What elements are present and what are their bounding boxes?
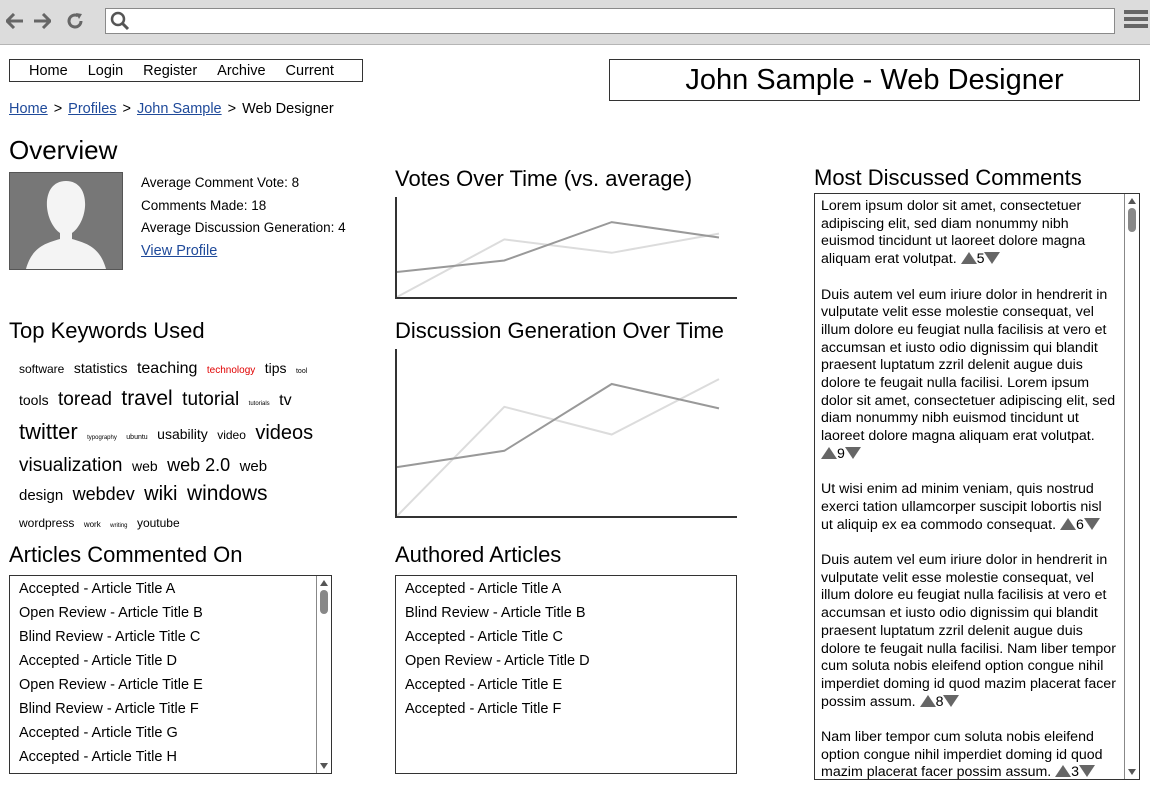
scroll-thumb[interactable] bbox=[1128, 208, 1136, 232]
list-item[interactable]: Accepted - Article Title G bbox=[19, 725, 178, 741]
vote-count: 8 bbox=[935, 693, 944, 710]
downvote-icon[interactable] bbox=[845, 447, 861, 459]
forward-arrow-icon[interactable] bbox=[31, 8, 53, 34]
downvote-icon[interactable] bbox=[1084, 518, 1100, 530]
chart-series-line bbox=[397, 234, 719, 297]
downvote-icon[interactable] bbox=[1079, 765, 1095, 777]
list-item[interactable]: Open Review - Article Title D bbox=[405, 653, 590, 669]
keyword-tag[interactable]: tips bbox=[264, 360, 287, 376]
breadcrumb-home[interactable]: Home bbox=[9, 101, 48, 117]
list-item[interactable]: Blind Review - Article Title B bbox=[405, 605, 586, 621]
comment-item bbox=[821, 198, 1117, 269]
authored-articles-list[interactable] bbox=[395, 575, 737, 774]
keyword-tag[interactable]: visualization bbox=[19, 455, 123, 476]
list-item[interactable]: Blind Review - Article Title F bbox=[19, 701, 199, 717]
articles-commented-heading: Articles Commented On bbox=[9, 542, 243, 567]
nav-archive[interactable]: Archive bbox=[217, 62, 266, 79]
keyword-tag[interactable]: statistics bbox=[73, 360, 128, 376]
keyword-tag[interactable]: usability bbox=[157, 426, 208, 442]
keyword-tag[interactable]: web bbox=[131, 458, 158, 474]
downvote-icon[interactable] bbox=[943, 695, 959, 707]
breadcrumb-profiles[interactable]: Profiles bbox=[68, 101, 117, 117]
breadcrumb-john-sample[interactable]: John Sample bbox=[136, 101, 222, 117]
comment-item bbox=[821, 481, 1117, 534]
comment-item bbox=[821, 287, 1117, 464]
keyword-tag[interactable]: technology bbox=[206, 365, 256, 376]
most-discussed-heading: Most Discussed Comments bbox=[814, 165, 1082, 190]
keyword-tag[interactable]: webdev bbox=[72, 484, 135, 504]
top-nav bbox=[9, 59, 363, 82]
chart-series-line bbox=[397, 379, 719, 516]
comment-text: Duis autem vel eum iriure dolor in hendrerit in vulputate velit esse molestie consequat, vel illum dolore eu feugiat nulla facilisis at vero et accumsan et iusto odio dignissim qui blandit praesent luptatum zzril delenit augue duis dolore te feugait nulla facilisi. Nam liber tempor cum soluta nobis eleifend option congue nihil imperdiet doming id quod mazim placerat facer possim assum. bbox=[821, 552, 1116, 710]
vote-count: 6 bbox=[1075, 516, 1084, 533]
view-profile-link[interactable]: View Profile bbox=[141, 242, 218, 259]
keyword-tag[interactable]: work bbox=[83, 520, 101, 529]
keyword-tag[interactable]: typography bbox=[87, 435, 117, 441]
vote-control bbox=[920, 694, 960, 710]
list-item[interactable]: Blind Review - Article Title C bbox=[19, 629, 201, 645]
upvote-icon[interactable] bbox=[920, 695, 936, 707]
keyword-tag[interactable]: wordpress bbox=[19, 516, 75, 530]
keyword-tag[interactable]: web 2.0 bbox=[167, 455, 231, 475]
keyword-tag[interactable]: ubuntu bbox=[126, 434, 148, 441]
vote-control bbox=[1055, 764, 1095, 780]
list-item[interactable]: Accepted - Article Title E bbox=[405, 677, 563, 693]
keyword-tag[interactable]: tutorial bbox=[182, 389, 240, 410]
list-item[interactable]: Open Review - Article Title B bbox=[19, 605, 203, 621]
downvote-icon[interactable] bbox=[984, 252, 1000, 264]
avg-comment-vote: Average Comment Vote: 8 bbox=[141, 175, 300, 190]
list-item[interactable]: Accepted - Article Title C bbox=[405, 629, 563, 645]
keyword-tag[interactable]: tv bbox=[279, 392, 292, 409]
keyword-tag[interactable]: tool bbox=[295, 368, 308, 375]
vote-control bbox=[1060, 517, 1100, 533]
most-discussed-comments-list[interactable] bbox=[814, 193, 1140, 780]
comment-text: Nam liber tempor cum soluta nobis eleifend option congue nihil imperdiet doming id quod mazim placerat facer possim assum. bbox=[821, 729, 1103, 780]
upvote-icon[interactable] bbox=[961, 252, 977, 264]
scroll-down-arrow-icon[interactable] bbox=[320, 763, 328, 769]
scroll-thumb[interactable] bbox=[320, 590, 328, 614]
nav-login[interactable]: Login bbox=[87, 62, 124, 79]
profile-stats bbox=[141, 172, 346, 262]
articles-commented-list[interactable] bbox=[9, 575, 332, 774]
keywords-heading: Top Keywords Used bbox=[9, 318, 205, 343]
scroll-up-arrow-icon[interactable] bbox=[320, 580, 328, 586]
vote-count: 9 bbox=[837, 445, 845, 462]
list-item[interactable]: Accepted - Article Title A bbox=[19, 581, 176, 597]
comment-text: Duis autem vel eum iriure dolor in hendrerit in vulputate velit esse molestie consequat, vel illum dolore eu feugiat nulla facilisis at vero et accumsan et iusto odio dignissim qui blandit praesent luptatum zzril delenit augue duis dolore te feugait nulla facilisi. Lorem ipsum dolor sit amet, consectetuer adipiscing elit, sed diam nonummy nibh euismod tincidunt ut laoreet dolore magna aliquam erat volutpat. bbox=[821, 286, 1116, 445]
scroll-up-arrow-icon[interactable] bbox=[1128, 198, 1136, 204]
avg-discussion-generation: Average Discussion Generation: 4 bbox=[141, 220, 346, 235]
list-item[interactable]: Open Review - Article Title E bbox=[19, 677, 203, 693]
upvote-icon[interactable] bbox=[1055, 765, 1071, 777]
comment-item bbox=[821, 552, 1117, 711]
scroll-down-arrow-icon[interactable] bbox=[1128, 769, 1136, 775]
vote-count: 5 bbox=[976, 251, 985, 268]
page-title-text: John Sample - Web Designer bbox=[685, 63, 1064, 96]
keyword-tag[interactable]: writing bbox=[110, 523, 128, 529]
authored-articles-heading: Authored Articles bbox=[395, 542, 562, 567]
comment-item bbox=[821, 729, 1117, 780]
keyword-tag[interactable]: teaching bbox=[136, 360, 198, 377]
breadcrumb-separator: > bbox=[122, 101, 131, 117]
vote-control bbox=[961, 251, 1001, 267]
comments-made: Comments Made: 18 bbox=[141, 197, 267, 213]
nav-home[interactable]: Home bbox=[29, 62, 68, 79]
hamburger-menu-icon[interactable] bbox=[1124, 10, 1148, 32]
breadcrumb-separator: > bbox=[53, 101, 63, 117]
chart-series-line bbox=[397, 384, 719, 467]
comment-text: Ut wisi enim ad minim veniam, quis nostrud exerci tation ullamcorper suscipit lobortis nisl ut aliquip ex ea commodo consequat. bbox=[821, 481, 1102, 533]
person-silhouette-icon bbox=[10, 173, 122, 269]
list-item[interactable]: Accepted - Article Title F bbox=[405, 701, 562, 717]
keyword-tag[interactable]: travel bbox=[121, 387, 173, 410]
avatar bbox=[9, 172, 123, 270]
breadcrumb-current: Web Designer bbox=[242, 101, 334, 117]
list-item[interactable]: Accepted - Article Title D bbox=[19, 653, 177, 669]
discussion-generation-chart bbox=[395, 349, 737, 518]
browser-toolbar bbox=[0, 0, 1150, 45]
keyword-tag[interactable]: youtube bbox=[136, 516, 180, 530]
reload-icon[interactable] bbox=[64, 8, 86, 34]
keyword-tag[interactable]: tools bbox=[19, 392, 49, 408]
votes-over-time-chart bbox=[395, 197, 737, 299]
votes-chart-title: Votes Over Time (vs. average) bbox=[395, 166, 693, 191]
upvote-icon[interactable] bbox=[821, 447, 837, 459]
keyword-cloud bbox=[19, 355, 319, 540]
list-item[interactable]: Accepted - Article Title A bbox=[405, 581, 562, 597]
scrollbar[interactable] bbox=[316, 576, 331, 773]
nav-register[interactable]: Register bbox=[143, 62, 198, 79]
search-icon bbox=[110, 11, 130, 31]
overview-heading: Overview bbox=[9, 135, 118, 165]
page-title bbox=[609, 59, 1140, 101]
upvote-icon[interactable] bbox=[1060, 518, 1076, 530]
keyword-tag[interactable]: web design bbox=[19, 458, 268, 504]
keyword-tag[interactable]: software bbox=[19, 362, 65, 376]
back-arrow-icon[interactable] bbox=[4, 8, 26, 34]
vote-count: 3 bbox=[1071, 764, 1080, 780]
keyword-tag[interactable]: tutorials bbox=[248, 401, 270, 407]
scrollbar[interactable] bbox=[1124, 194, 1139, 779]
keyword-tag[interactable]: wiki bbox=[144, 483, 178, 505]
keyword-tag[interactable]: toread bbox=[58, 389, 112, 410]
keyword-tag[interactable]: videos bbox=[255, 422, 314, 444]
vote-control bbox=[821, 446, 861, 462]
breadcrumb-separator: > bbox=[227, 101, 237, 117]
keyword-tag[interactable]: twitter bbox=[19, 419, 78, 444]
comment-text: Lorem ipsum dolor sit amet, consectetuer adipiscing elit, sed diam nonummy nibh euismod tincidunt ut laoreet dolore magna aliquam erat volutpat. bbox=[821, 198, 1086, 268]
keyword-tag[interactable]: video bbox=[217, 428, 246, 442]
url-bar[interactable] bbox=[105, 8, 1115, 34]
list-item[interactable]: Accepted - Article Title H bbox=[19, 749, 177, 765]
discussion-chart-title: Discussion Generation Over Time bbox=[395, 318, 724, 343]
breadcrumb bbox=[9, 101, 334, 117]
chart-axes bbox=[396, 349, 737, 517]
keyword-tag[interactable]: windows bbox=[186, 482, 268, 505]
nav-current[interactable]: Current bbox=[285, 62, 334, 79]
